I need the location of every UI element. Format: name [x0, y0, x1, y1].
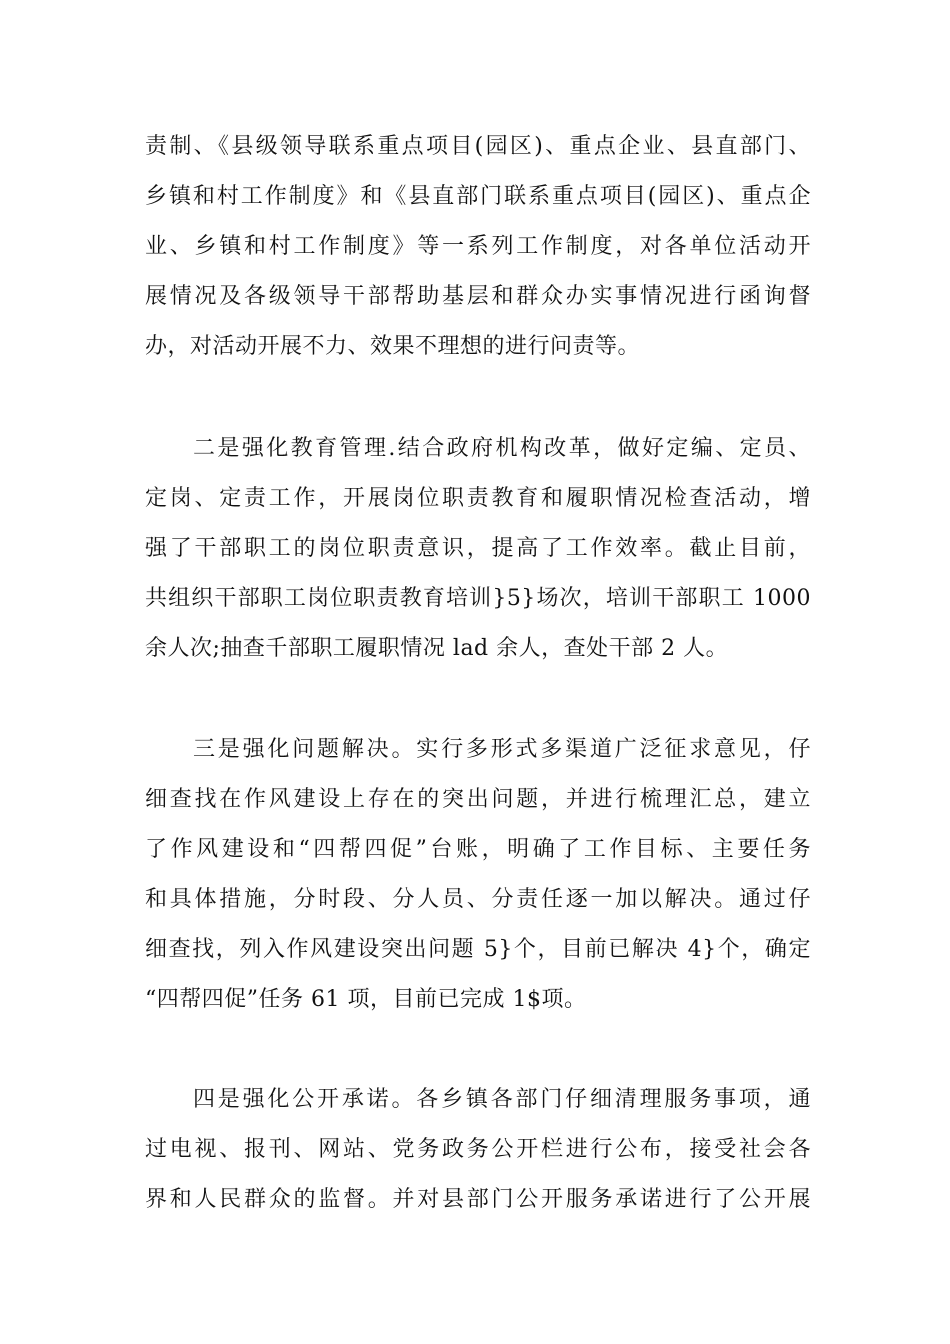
text-line: 展情况及各级领导干部帮助基层和群众办实事情况进行函询督: [145, 284, 811, 309]
paragraph-problem-solving: [145, 725, 811, 1025]
text-line: 办，对活动开展不力、效果不理想的进行问责等。: [145, 334, 641, 359]
text-line: 定岗、定责工作，开展岗位职责教育和履职情况检查活动，增: [145, 486, 811, 511]
text-line: 二是强化教育管理.结合政府机构改革，做好定编、定员、: [193, 436, 811, 461]
text-line: 细查找，列入作风建设突出问题 5}个，目前已解决 4}个，确定: [145, 937, 811, 962]
paragraph-responsibility-system: [145, 122, 811, 372]
text-line: 细查找在作风建设上存在的突出问题，并进行梳理汇总，建立: [145, 787, 811, 812]
text-line: “四帮四促”任务 61 项，目前已完成 1$项。: [145, 987, 587, 1012]
text-line: 业、乡镇和村工作制度》等一系列工作制度，对各单位活动开: [145, 234, 811, 259]
text-line: 过电视、报刊、网站、党务政务公开栏进行公布，接受社会各: [145, 1137, 811, 1162]
text-line: 界和人民群众的监督。并对县部门公开服务承诺进行了公开展: [145, 1187, 811, 1212]
text-line: 责制、《县级领导联系重点项目(园区)、重点企业、县直部门、: [145, 134, 811, 159]
paragraph-public-commitment: [145, 1075, 811, 1225]
text-line: 乡镇和村工作制度》和《县直部门联系重点项目(园区)、重点企: [145, 184, 811, 209]
text-line: 三是强化问题解决。实行多形式多渠道广泛征求意见，仔: [193, 737, 811, 762]
text-line: 和具体措施，分时段、分人员、分责任逐一加以解决。通过仔: [145, 887, 811, 912]
text-line: 共组织干部职工岗位职责教育培训}5}场次，培训干部职工 1000: [145, 586, 811, 611]
paragraph-education-management: [145, 424, 811, 674]
text-line: 余人次;抽查千部职工履职情况 lad 余人，查处干部 2 人。: [145, 636, 729, 661]
text-line: 了作风建设和“四帮四促”台账，明确了工作目标、主要任务: [145, 837, 811, 862]
text-line: 四是强化公开承诺。各乡镇各部门仔细清理服务事项，通: [193, 1087, 811, 1112]
text-line: 强了干部职工的岗位职责意识，提高了工作效率。截止目前，: [145, 536, 811, 561]
